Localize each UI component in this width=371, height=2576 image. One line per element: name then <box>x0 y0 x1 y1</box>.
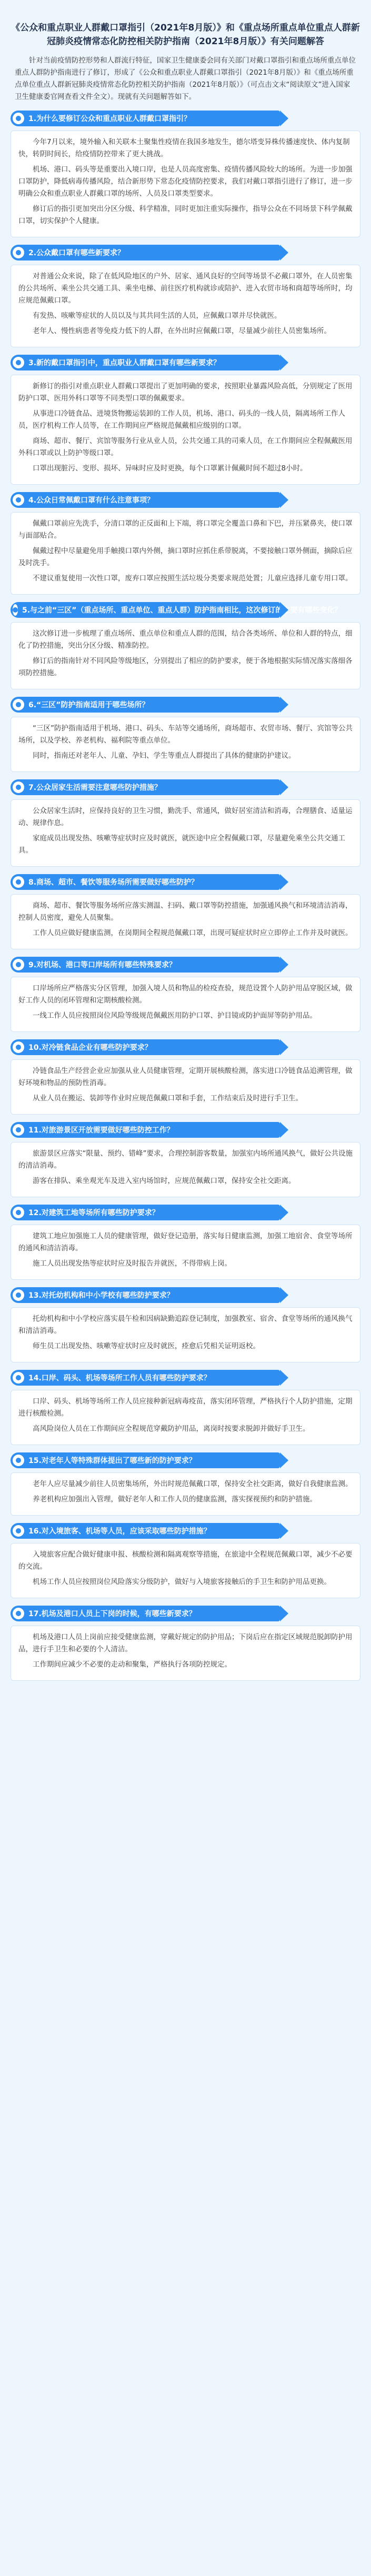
bullet-circle-icon <box>13 1372 24 1384</box>
answer-box <box>11 1472 360 1516</box>
answer-box <box>11 894 360 949</box>
question-text: 9.对机场、港口等口岸场所有哪些特殊要求？ <box>28 961 177 969</box>
answer-box <box>11 622 360 689</box>
title-text: 《公众和重点职业人群戴口罩指引（2021年8月版）》和《重点场所重点单位重点人群新冠肺炎疫情常态化防控相关防护指南（2021年8月版）》有关问题解答 <box>11 23 360 47</box>
question-text: 17.机场及港口人员上下岗的时候，有哪些新要求？ <box>28 1610 196 1618</box>
bullet-circle-icon <box>13 247 24 258</box>
answer-paragraph: 家庭成员出现发热、咳嗽等症状时应及时就医，就医途中应全程佩戴口罩，尽量避免乘坐公共交通工具。 <box>18 834 345 855</box>
question-bar <box>11 1039 280 1055</box>
answer-paragraph: 这次修订进一步梳理了重点场所、重点单位和重点人群的范围，结合各类场所、单位和人群的特点，细化了防控措施，突出分区分级、精准防控。 <box>18 629 353 650</box>
question-bar <box>11 1606 280 1621</box>
qa-section <box>11 957 360 1032</box>
answer-paragraph: 从事进口冷链食品、进境货物搬运装卸的工作人员，机场、港口、码头的一线人员，隔离场所工作人员，医疗机构工作人员等，在工作期间应严格规范佩戴相应级别的口罩。 <box>18 409 345 430</box>
bottom-fade <box>0 2565 371 2576</box>
question-bar <box>11 355 280 370</box>
qa-section <box>11 1452 360 1516</box>
answer-paragraph: 商场、超市、餐饮等服务场所应落实测温、扫码、戴口罩等防控措施，加强通风换气和环境清洁消毒，控制人员密度，避免人员聚集。 <box>18 901 353 922</box>
qa-section <box>11 1523 360 1598</box>
bullet-circle-icon <box>13 876 24 888</box>
answer-box <box>11 1307 360 1362</box>
answer-paragraph: 师生员工出现发热、咳嗽等症状时应及时就医，痊愈后凭相关证明返校。 <box>33 1342 260 1350</box>
question-bar <box>11 1287 280 1303</box>
qa-section <box>11 245 360 347</box>
answer-paragraph: 商场、超市、餐厅、宾馆等服务行业从业人员，公共交通工具的司乘人员，在工作期间应全程佩戴医用外科口罩或以上防护等级口罩。 <box>18 437 353 457</box>
bullet-circle-icon <box>13 1041 24 1053</box>
answer-paragraph: 机场工作人员应按照岗位风险落实分级防护，做好与入境旅客接触后的手卫生和防护用品更换。 <box>33 1578 331 1586</box>
bullet-circle-icon <box>13 1525 24 1537</box>
answer-paragraph: 老年人、慢性病患者等免疫力低下的人群，在外出时应佩戴口罩，尽量减少前往人员密集场所。 <box>33 327 331 335</box>
answer-box <box>11 1142 360 1197</box>
answer-paragraph: 游客在排队、乘坐观光车及进入室内场馆时，应规范佩戴口罩，保持安全社交距离。 <box>33 1177 296 1185</box>
answer-paragraph: 旅游景区应落实“限量、预约、错峰”要求，合理控制游客数量，加强室内场所通风换气，做好公共设施的清洁消毒。 <box>18 1149 353 1170</box>
intro-paragraph: 针对当前疫情防控形势和人群流行特征，国家卫生健康委会同有关部门对戴口罩指引和重点场所重点单位重点人群防护指南进行了修订，形成了《公众和重点职业人群戴口罩指引（2021年8月版）》和《重点场所重点单位重点人群新冠肺炎疫情常态化防控相关防护指南（2021年8月版）》（可点击文末“阅读原文”进入国家卫生健康委官网查看文件全文）。现就有关问题解答如下。 <box>15 56 356 101</box>
qa-section <box>11 779 360 867</box>
answer-paragraph: 建筑工地应加强施工人员的健康管理，做好登记造册，落实每日健康监测，加强工地宿舍、食堂等场所的通风和清洁消毒。 <box>18 1232 353 1252</box>
answer-paragraph: 不建议重复使用一次性口罩，废弃口罩应按照生活垃圾分类要求规范处置；儿童应选择儿童专用口罩。 <box>33 574 353 583</box>
answer-box <box>11 512 360 595</box>
qa-section <box>11 1205 360 1280</box>
qa-section <box>11 1039 360 1115</box>
qa-section <box>11 111 360 237</box>
question-bar <box>11 1523 280 1539</box>
qa-section <box>11 874 360 949</box>
question-bar <box>11 492 280 508</box>
question-bar <box>11 779 280 795</box>
question-text: 15.对老年人等特殊群体提出了哪些新的防护要求？ <box>28 1457 196 1465</box>
answer-box <box>11 1543 360 1598</box>
answer-paragraph: 口岸场所应严格落实分区管理，加强入境人员和物品的检疫查验，规范设置个人防护用品穿脱区域，做好工作人员的闭环管理和定期核酸检测。 <box>18 984 353 1005</box>
answer-paragraph: 老年人应尽量减少前往人员密集场所，外出时规范佩戴口罩，保持安全社交距离，做好自我健康监测。 <box>33 1480 353 1488</box>
answer-paragraph: 冷链食品生产经营企业应加强从业人员健康管理，定期开展核酸检测，落实进口冷链食品追溯管理，做好环境和物品的预防性消毒。 <box>18 1067 353 1087</box>
answer-box <box>11 1225 360 1280</box>
answer-paragraph: 有发热、咳嗽等症状的人员以及与其共同生活的人员，应佩戴口罩并尽快就医。 <box>33 312 282 320</box>
bullet-circle-icon <box>13 357 24 368</box>
bullet-circle-icon <box>13 1124 24 1136</box>
answer-paragraph: 托幼机构和中小学校应落实晨午检和因病缺勤追踪登记制度，加强教室、宿舍、食堂等场所的通风换气和清洁消毒。 <box>18 1315 353 1335</box>
answer-paragraph: 佩戴过程中尽量避免用手触摸口罩内外侧，摘口罩时应抓住系带脱离，不要接触口罩外侧面，摘除后应及时洗手。 <box>18 547 353 567</box>
qa-section <box>11 492 360 595</box>
question-bar <box>11 957 280 973</box>
bullet-circle-icon <box>13 494 24 506</box>
question-text: 2.公众戴口罩有哪些新要求？ <box>28 249 125 257</box>
qa-section <box>11 697 360 772</box>
question-bar <box>11 1122 280 1138</box>
answer-box <box>11 1390 360 1445</box>
answer-box <box>11 265 360 347</box>
answer-box <box>11 1059 360 1115</box>
question-text: 8.商场、超市、餐饮等服务场所需要做好哪些防护？ <box>28 878 199 887</box>
question-bar <box>11 1370 280 1386</box>
question-text: 14.口岸、码头、机场等场所工作人员有哪些防护要求？ <box>28 1374 211 1382</box>
qa-section <box>11 1606 360 1681</box>
answer-paragraph: 养老机构应加强出入管理，做好老年人和工作人员的健康监测，落实探视预约和防护措施。 <box>33 1495 317 1503</box>
title-block <box>11 21 360 48</box>
question-bar <box>11 111 280 126</box>
answer-paragraph: 入境旅客应配合做好健康申报、核酸检测和隔离观察等措施，在旅途中全程规范佩戴口罩，减少不必要的交流。 <box>18 1550 353 1571</box>
answer-box <box>11 1626 360 1681</box>
bullet-circle-icon <box>13 113 24 124</box>
qa-section <box>11 1370 360 1445</box>
question-bar <box>11 874 280 890</box>
question-text: 13.对托幼机构和中小学校有哪些防护要求？ <box>28 1291 174 1300</box>
page <box>0 21 371 2576</box>
answer-paragraph: 对普通公众来说，除了在低风险地区的户外、居家、通风良好的空间等场景不必戴口罩外，在人员密集的公共场所、乘坐公共交通工具、乘坐电梯、前往医疗机构就诊或陪护、进入农贸市场和商超等场所时，均应规范佩戴口罩。 <box>18 272 353 305</box>
answer-paragraph: 施工人员出现发热等症状时应及时报告并就医，不得带病上岗。 <box>33 1259 232 1268</box>
question-text: 10.对冷链食品企业有哪些防护要求？ <box>28 1044 152 1052</box>
question-text: 3.新的戴口罩指引中，重点职业人群戴口罩有哪些新要求？ <box>28 359 221 367</box>
bullet-circle-icon <box>13 781 24 793</box>
question-text: 4.公众日常佩戴口罩有什么注意事项？ <box>28 496 155 505</box>
answer-paragraph: 高风险岗位人员在工作期间应全程规范穿戴防护用品，离岗时按要求脱卸并做好手卫生。 <box>33 1425 310 1433</box>
question-bar <box>11 245 280 260</box>
answer-paragraph: 机场、港口、码头等是重要出入境口岸，也是人员高度密集、疫情传播风险较大的场所。为进一步加强口罩防护，降低病毒传播风险，结合新形势下常态化疫情防控要求，我们对戴口罩指引进行了修订，进一步明确公众和重点职业人群戴口罩的场所、人员及口罩类型要求。 <box>18 165 353 198</box>
question-text: 16.对入境旅客、机场等人员，应该采取哪些防护措施？ <box>28 1527 211 1536</box>
answer-paragraph: 口罩出现脏污、变形、损坏、异味时应及时更换，每个口罩累计佩戴时间不超过8小时。 <box>33 464 307 473</box>
answer-paragraph: “三区”防护指南适用于机场、港口、码头、车站等交通场所，商场超市、农贸市场、餐厅、宾馆等公共场所，以及学校、养老机构、福利院等重点单位。 <box>18 724 353 745</box>
bullet-circle-icon <box>13 959 24 970</box>
question-bar <box>11 1205 280 1220</box>
answer-paragraph: 同时，指南还对老年人、儿童、孕妇、学生等重点人群提出了具体的健康防护建议。 <box>33 751 296 760</box>
answer-paragraph: 从业人员在搬运、装卸等作业时应规范佩戴口罩和手套，工作结束后及时进行手卫生。 <box>33 1094 303 1102</box>
answer-paragraph: 机场及港口人员上岗前应接受健康监测，穿戴好规定的防护用品；下岗后应在指定区域规范脱卸防护用品，进行手卫生和必要的个人清洁。 <box>18 1633 353 1653</box>
answer-box <box>11 131 360 237</box>
question-bar <box>11 1452 280 1468</box>
answer-paragraph: 口岸、码头、机场等场所工作人员应接种新冠病毒疫苗，落实闭环管理，严格执行个人防护措施，定期进行核酸检测。 <box>18 1397 353 1418</box>
answer-paragraph: 工作期间应减少不必要的走动和聚集，严格执行各项防控规定。 <box>33 1660 232 1669</box>
answer-box <box>11 375 360 485</box>
question-text: 6.“三区”防护指南适用于哪些场所？ <box>28 701 149 709</box>
answer-paragraph: 一线工作人员应按照岗位风险等级规范佩戴医用防护口罩、护目镜或防护面屏等防护用品。 <box>33 1011 317 1020</box>
answer-paragraph: 新修订的指引对重点职业人群戴口罩提出了更加明确的要求，按照职业暴露风险高低，分别规定了医用防护口罩、医用外科口罩等不同类型口罩的佩戴要求。 <box>18 382 353 403</box>
page-title <box>11 21 360 48</box>
question-text: 5.与之前“三区”（重点场所、重点单位、重点人群）防护指南相比，这次修订的主要有哪些变化？ <box>22 606 342 615</box>
answer-paragraph: 公众居家生活时，应保持良好的卫生习惯，勤洗手、常通风，做好居室清洁和消毒，合理膳食、适量运动、规律作息。 <box>18 807 353 827</box>
answer-paragraph: 佩戴口罩前应先洗手，分清口罩的正反面和上下端，将口罩完全覆盖口鼻和下巴，并压紧鼻夹，使口罩与面部贴合。 <box>18 519 353 540</box>
answer-paragraph: 修订后的指南针对不同风险等级地区，分别提出了相应的防护要求，便于各地根据实际情况落实落细各项防控措施。 <box>18 657 353 677</box>
qa-section <box>11 355 360 485</box>
bullet-circle-icon <box>13 699 24 710</box>
bullet-circle-icon <box>13 1455 24 1466</box>
answer-paragraph: 工作人员应做好健康监测，在岗期间全程规范佩戴口罩，出现可疑症状时应立即停止工作并及时就医。 <box>33 929 353 937</box>
bullet-circle-icon <box>13 1608 24 1619</box>
answer-box <box>11 717 360 772</box>
qa-section <box>11 1287 360 1362</box>
question-text: 1.为什么要修订公众和重点职业人群戴口罩指引？ <box>28 115 192 123</box>
answer-box <box>11 977 360 1032</box>
question-text: 12.对建筑工地等场所有哪些防护要求？ <box>28 1209 159 1217</box>
question-bar <box>11 697 280 713</box>
bullet-circle-icon <box>13 1289 24 1301</box>
bullet-circle-icon <box>13 1207 24 1218</box>
qa-section <box>11 602 360 689</box>
question-text: 11.对旅游景区开放需要做好哪些防控工作？ <box>28 1126 174 1135</box>
question-bar <box>11 602 342 618</box>
bullet-circle-icon <box>13 604 18 616</box>
qa-section <box>11 1122 360 1197</box>
answer-paragraph: 今年7月以来，境外输入和关联本土聚集性疫情在我国多地发生，德尔塔变异株传播速度快、体内复制快，转阴时间长，给疫情防控带来了更大挑战。 <box>18 138 350 158</box>
qa-list <box>0 111 371 1681</box>
answer-box <box>11 799 360 867</box>
answer-paragraph: 修订后的指引更加突出分区分级、科学精准，同时更加注重实际操作，指导公众在不同场景下科学佩戴口罩，切实保护个人健康。 <box>18 205 353 225</box>
question-text: 7.公众居家生活需要注意哪些防护措施？ <box>28 784 162 792</box>
